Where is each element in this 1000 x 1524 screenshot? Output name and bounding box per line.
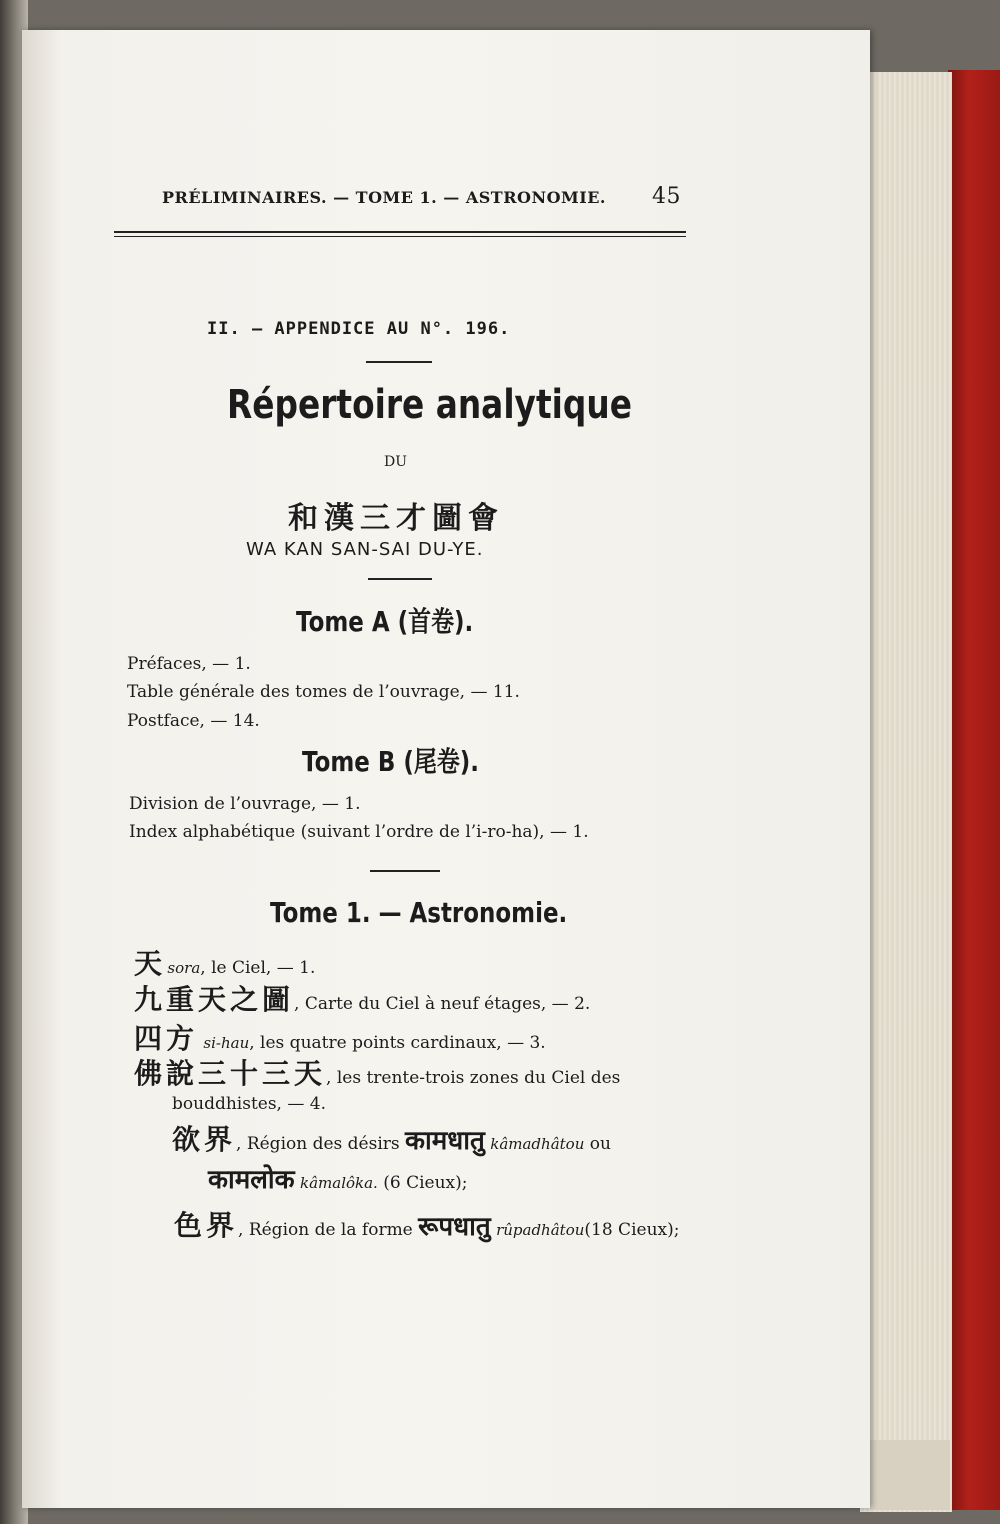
entry-reading: si-hau — [203, 1034, 250, 1052]
entry-text-ou: ou — [589, 1134, 611, 1154]
tome-a-entry: Préfaces, — 1. — [127, 654, 251, 674]
entry-devanagari: कामधातु — [405, 1126, 485, 1156]
tome-1-entry-desirs — [172, 1118, 611, 1158]
entry-kanji: 欲界 — [172, 1123, 237, 1156]
book-red-cover — [948, 70, 1000, 1510]
entry-reading: rûpadhâtou — [496, 1221, 585, 1239]
book-page — [22, 30, 870, 1508]
page-number: 45 — [652, 184, 681, 209]
title-du: DU — [384, 454, 408, 470]
entry-text: (6 Cieux); — [383, 1173, 468, 1193]
entry-text: , les trente-trois zones du Ciel des — [326, 1068, 621, 1088]
tome-b-heading: Tome B (尾卷). — [302, 745, 480, 778]
entry-kanji: 天 — [134, 947, 163, 980]
tome-1-entry-continuation: bouddhistes, — 4. — [172, 1094, 326, 1114]
kanji-title: 和漢三才圖會 — [288, 501, 504, 536]
section-divider — [370, 870, 440, 872]
tome-1-entry-si-hau — [134, 1017, 546, 1057]
tome-b-entry: Division de l’ouvrage, — 1. — [129, 794, 361, 814]
entry-devanagari: कामलोक — [208, 1165, 295, 1195]
entry-reading: kâmalôka. — [300, 1174, 378, 1192]
entry-reading: sora — [167, 959, 201, 977]
tome-a-heading: Tome A (首卷). — [296, 605, 474, 638]
page-title: Répertoire analytique — [227, 382, 632, 428]
tome-1-entry-kamaloka — [208, 1160, 468, 1196]
section-divider — [368, 578, 432, 580]
tome-a-entry: Table générale des tomes de l’ouvrage, — 11. — [127, 682, 520, 702]
running-head — [162, 184, 722, 209]
tome-b-entry: Index alphabétique (suivant l’ordre de l’i-ro-ha), — 1. — [129, 822, 589, 842]
tome-1-entry-trente-trois — [134, 1052, 620, 1092]
tome-1-heading: Tome 1. — Astronomie. — [270, 896, 568, 929]
entry-text: , le Ciel, — 1. — [200, 958, 316, 978]
tome-1-entry-forme — [174, 1204, 679, 1244]
running-head-text: PRÉLIMINAIRES. — TOME 1. — ASTRONOMIE. — [162, 188, 606, 207]
entry-kanji: 佛說三十三天 — [134, 1057, 327, 1090]
section-divider — [366, 361, 432, 363]
header-rule-thin — [114, 236, 686, 237]
tome-a-entry: Postface, — 14. — [127, 711, 260, 731]
tome-1-entry-carte — [134, 978, 590, 1018]
entry-reading: kâmadhâtou — [490, 1135, 585, 1153]
entry-text: , les quatre points cardinaux, — 3. — [249, 1033, 546, 1053]
tome-1-entry-sora — [134, 942, 315, 982]
entry-text: , Région de la forme — [238, 1220, 413, 1240]
entry-kanji: 四方 — [134, 1022, 199, 1055]
entry-text: (18 Cieux); — [584, 1220, 680, 1240]
entry-kanji: 九重天之圖 — [134, 983, 295, 1016]
appendix-heading: II. — APPENDICE AU N°. 196. — [207, 319, 511, 339]
page-stack-edge — [860, 72, 952, 1512]
entry-text: , Région des désirs — [236, 1134, 400, 1154]
entry-text: , Carte du Ciel à neuf étages, — 2. — [294, 994, 591, 1014]
header-rule-thick — [114, 231, 686, 233]
romaji-title: WA KAN SAN-SAI DU-YE. — [246, 539, 484, 560]
page-stack-bottom — [870, 1440, 950, 1510]
entry-kanji: 色界 — [174, 1209, 239, 1242]
entry-devanagari: रूपधातु — [418, 1212, 491, 1242]
